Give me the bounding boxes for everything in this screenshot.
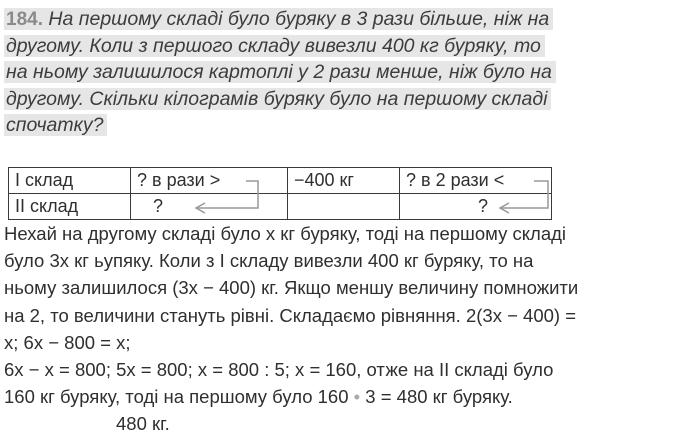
answer: 480 кг. bbox=[116, 413, 170, 435]
solution-line: 160 кг буряку, тоді на першому було 160 • 3 = 480 кг буряку. bbox=[4, 386, 513, 408]
solution-text bbox=[4, 220, 692, 438]
row-label: I склад bbox=[9, 168, 131, 194]
problem-number: 184. bbox=[6, 9, 43, 30]
cell-ratio-2: ? в 2 рази < bbox=[400, 168, 552, 194]
table-row bbox=[9, 194, 552, 220]
row-label: II склад bbox=[9, 194, 131, 220]
cell-ratio: ? в рази > bbox=[131, 168, 288, 194]
cell-unknown: ? bbox=[131, 194, 288, 220]
problem-line-3: на ньому залишилося картоплі у 2 рази менше, ніж було на bbox=[4, 59, 690, 86]
problem-line-4: другому. Скільки кілограмів буряку було на першому складі bbox=[4, 86, 690, 113]
problem-line-2: другому. Коли з першого складу вивезли 400 кг буряку, то bbox=[4, 33, 690, 60]
condition-table bbox=[8, 167, 552, 220]
problem-line-1: 184. На першому складі було буряку в 3 рази більше, ніж на bbox=[4, 6, 690, 33]
solution-line: x; 6x − 800 = x; bbox=[4, 331, 131, 353]
cell-removed: −400 кг bbox=[288, 168, 400, 194]
solution-line: Нехай на другому складі було x кг буряку, тоді на першому складі bbox=[4, 223, 567, 244]
problem-statement bbox=[4, 6, 690, 139]
multiply-dot-icon: • bbox=[353, 386, 361, 408]
table-row bbox=[9, 168, 552, 194]
problem-line-5: спочатку? bbox=[4, 112, 690, 139]
solution-line: було 3x кг ьупяку. Коли з I складу вивезли 400 кг буряку, то на bbox=[4, 250, 534, 272]
cell-empty bbox=[288, 194, 400, 220]
cell-unknown-2: ? bbox=[400, 194, 552, 220]
solution-line: 6x − x = 800; 5x = 800; x = 800 : 5; x = 160, отже на II складі було bbox=[4, 358, 554, 380]
solution-line: ньому залишилося (3x − 400) кг. Якщо меншу величину помножити bbox=[4, 277, 579, 299]
solution-line: на 2, то величини стануть рівні. Складаємо рівняння. 2(3x − 400) = bbox=[4, 304, 577, 326]
